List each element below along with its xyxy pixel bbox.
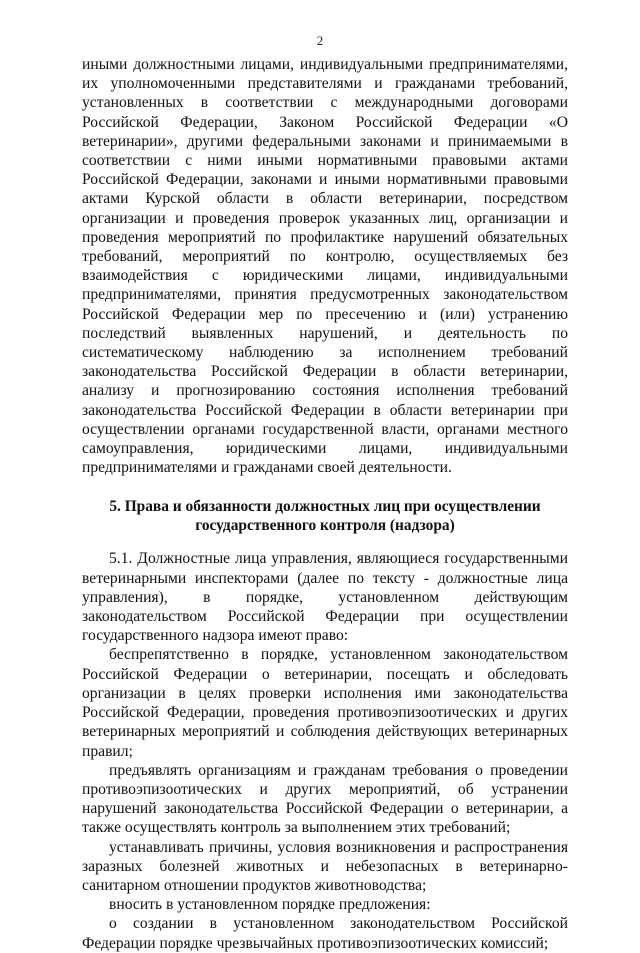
page-number: 2 xyxy=(316,33,324,48)
section-heading xyxy=(82,497,568,535)
paragraph-5-1: 5.1. Должностные лица управления, являющиеся государственными ветеринарными инспекторами (далее по тексту - должностные лица управления), в порядке, установленном действующим законодательством Российской Федерации при осуществлении государственного надзора имеют право: xyxy=(82,550,568,645)
paragraph-right-demand: предъявлять организациям и гражданам требования о проведении противоэпизоотических и других мероприятий, об устранении нарушений законодательства Российской Федерации о ветеринарии, а также осуществлять контроль за выполнением этих требований; xyxy=(82,761,568,837)
section-heading-line2: государственного контроля (надзора) xyxy=(195,517,455,535)
document-body xyxy=(82,55,568,953)
paragraph-commissions: о создании в установленном законодательством Российской Федерации порядке чрезвычайных противоэпизоотических комиссий; xyxy=(82,915,568,952)
paragraph-right-visit: беспрепятственно в порядке, установленном законодательством Российской Федерации о ветеринарии, посещать и обследовать организации в целях проверки исполнения ими законодательства Российской Федерации, проведения противоэпизоотических и других ветеринарных мероприятий и соблюдения действующих ветеринарных правил; xyxy=(82,646,568,760)
section-heading-line1: 5. Права и обязанности должностных лиц при осуществлении xyxy=(109,498,541,516)
paragraph-right-propose: вносить в установленном порядке предложения: xyxy=(109,896,431,914)
paragraph-continuation: иными должностными лицами, индивидуальными предпринимателями, их уполномоченными представителями и гражданами требований, установленных в соответствии с международными договорами Российской Федерации, Законом Российской Федерации «О ветеринарии», другими федеральными законами и принимаемыми в соответствии с ними иными нормативными правовыми актами Российской Федерации, законами и иными нормативными правовыми актами Курской области в области ветеринарии, посредством организации и проведения проверок указанных лиц, организации и проведения мероприятий по профилактике нарушений обязательных требований, мероприятий по контролю, осуществляемых без взаимодействия с юридическими лицами, индивидуальными предпринимателями, принятия предусмотренных законодательством Российской Федерации мер по пресечению и (или) устранению последствий выявленных нарушений, и деятельность по систематическому наблюдению за исполнением требований законодательства Российской Федерации в области ветеринарии, анализу и прогнозированию состояния исполнения требований законодательства Российской Федерации в области ветеринарии при осуществлении органами государственной власти, органами местного самоуправления, юридическими лицами, индивидуальными предпринимателями и гражданами своей деятельности. xyxy=(82,56,568,477)
paragraph-right-establish: устанавливать причины, условия возникновения и распространения заразных болезней животных и небезопасных в ветеринарно-санитарном отношении продуктов животноводства; xyxy=(82,838,568,894)
